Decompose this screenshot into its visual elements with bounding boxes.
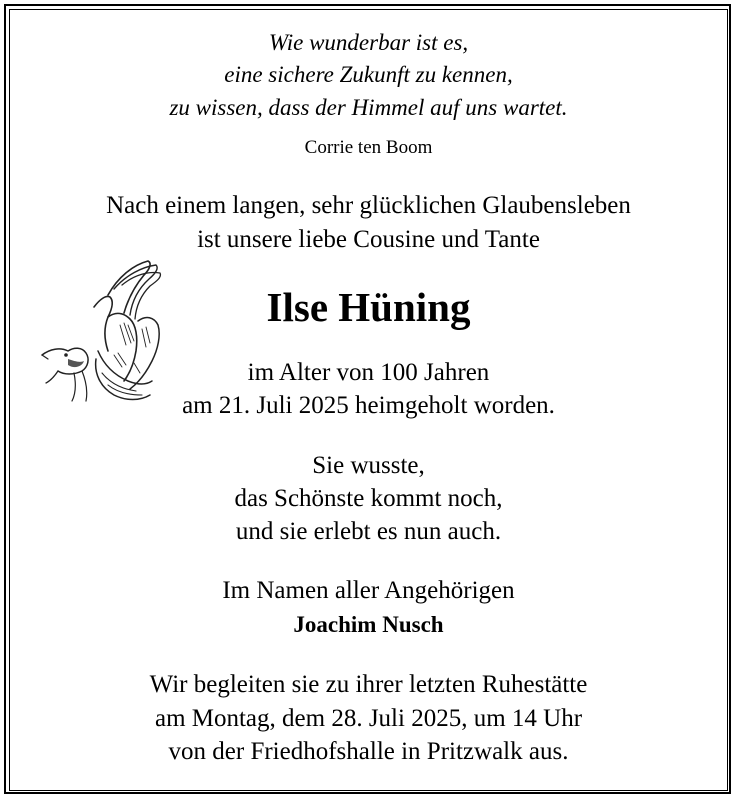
quote-line: zu wissen, dass der Himmel auf uns wartet. <box>169 95 568 120</box>
signer-name: Joachim Nusch <box>293 612 444 637</box>
verse-line: das Schönste kommt noch, <box>234 485 503 512</box>
intro-line: Nach einem langen, sehr glücklichen Glaubensleben <box>106 192 631 219</box>
quote-author: Corrie ten Boom <box>304 137 433 158</box>
praying-hands-icon <box>38 255 166 407</box>
signature-intro: Im Namen aller Angehörigen <box>222 577 515 604</box>
verse-line: und sie erlebt es nun auch. <box>235 518 502 545</box>
quote-line: eine sichere Zukunft zu kennen, <box>224 62 513 87</box>
intro-line: ist unsere liebe Cousine und Tante <box>197 226 540 253</box>
funeral-line: von der Friedhofshalle in Pritzwalk aus. <box>168 738 569 765</box>
details-line: am 21. Juli 2025 heimgeholt worden. <box>182 392 555 419</box>
deceased-name: Ilse Hüning <box>266 284 471 330</box>
funeral-line: Wir begleiten sie zu ihrer letzten Ruhestätte <box>149 671 588 698</box>
quote-line: Wie wunderbar ist es, <box>268 30 469 55</box>
verse-line: Sie wusste, <box>312 452 425 479</box>
details-line: im Alter von 100 Jahren <box>247 359 490 386</box>
funeral-line: am Montag, dem 28. Juli 2025, um 14 Uhr <box>154 705 583 732</box>
